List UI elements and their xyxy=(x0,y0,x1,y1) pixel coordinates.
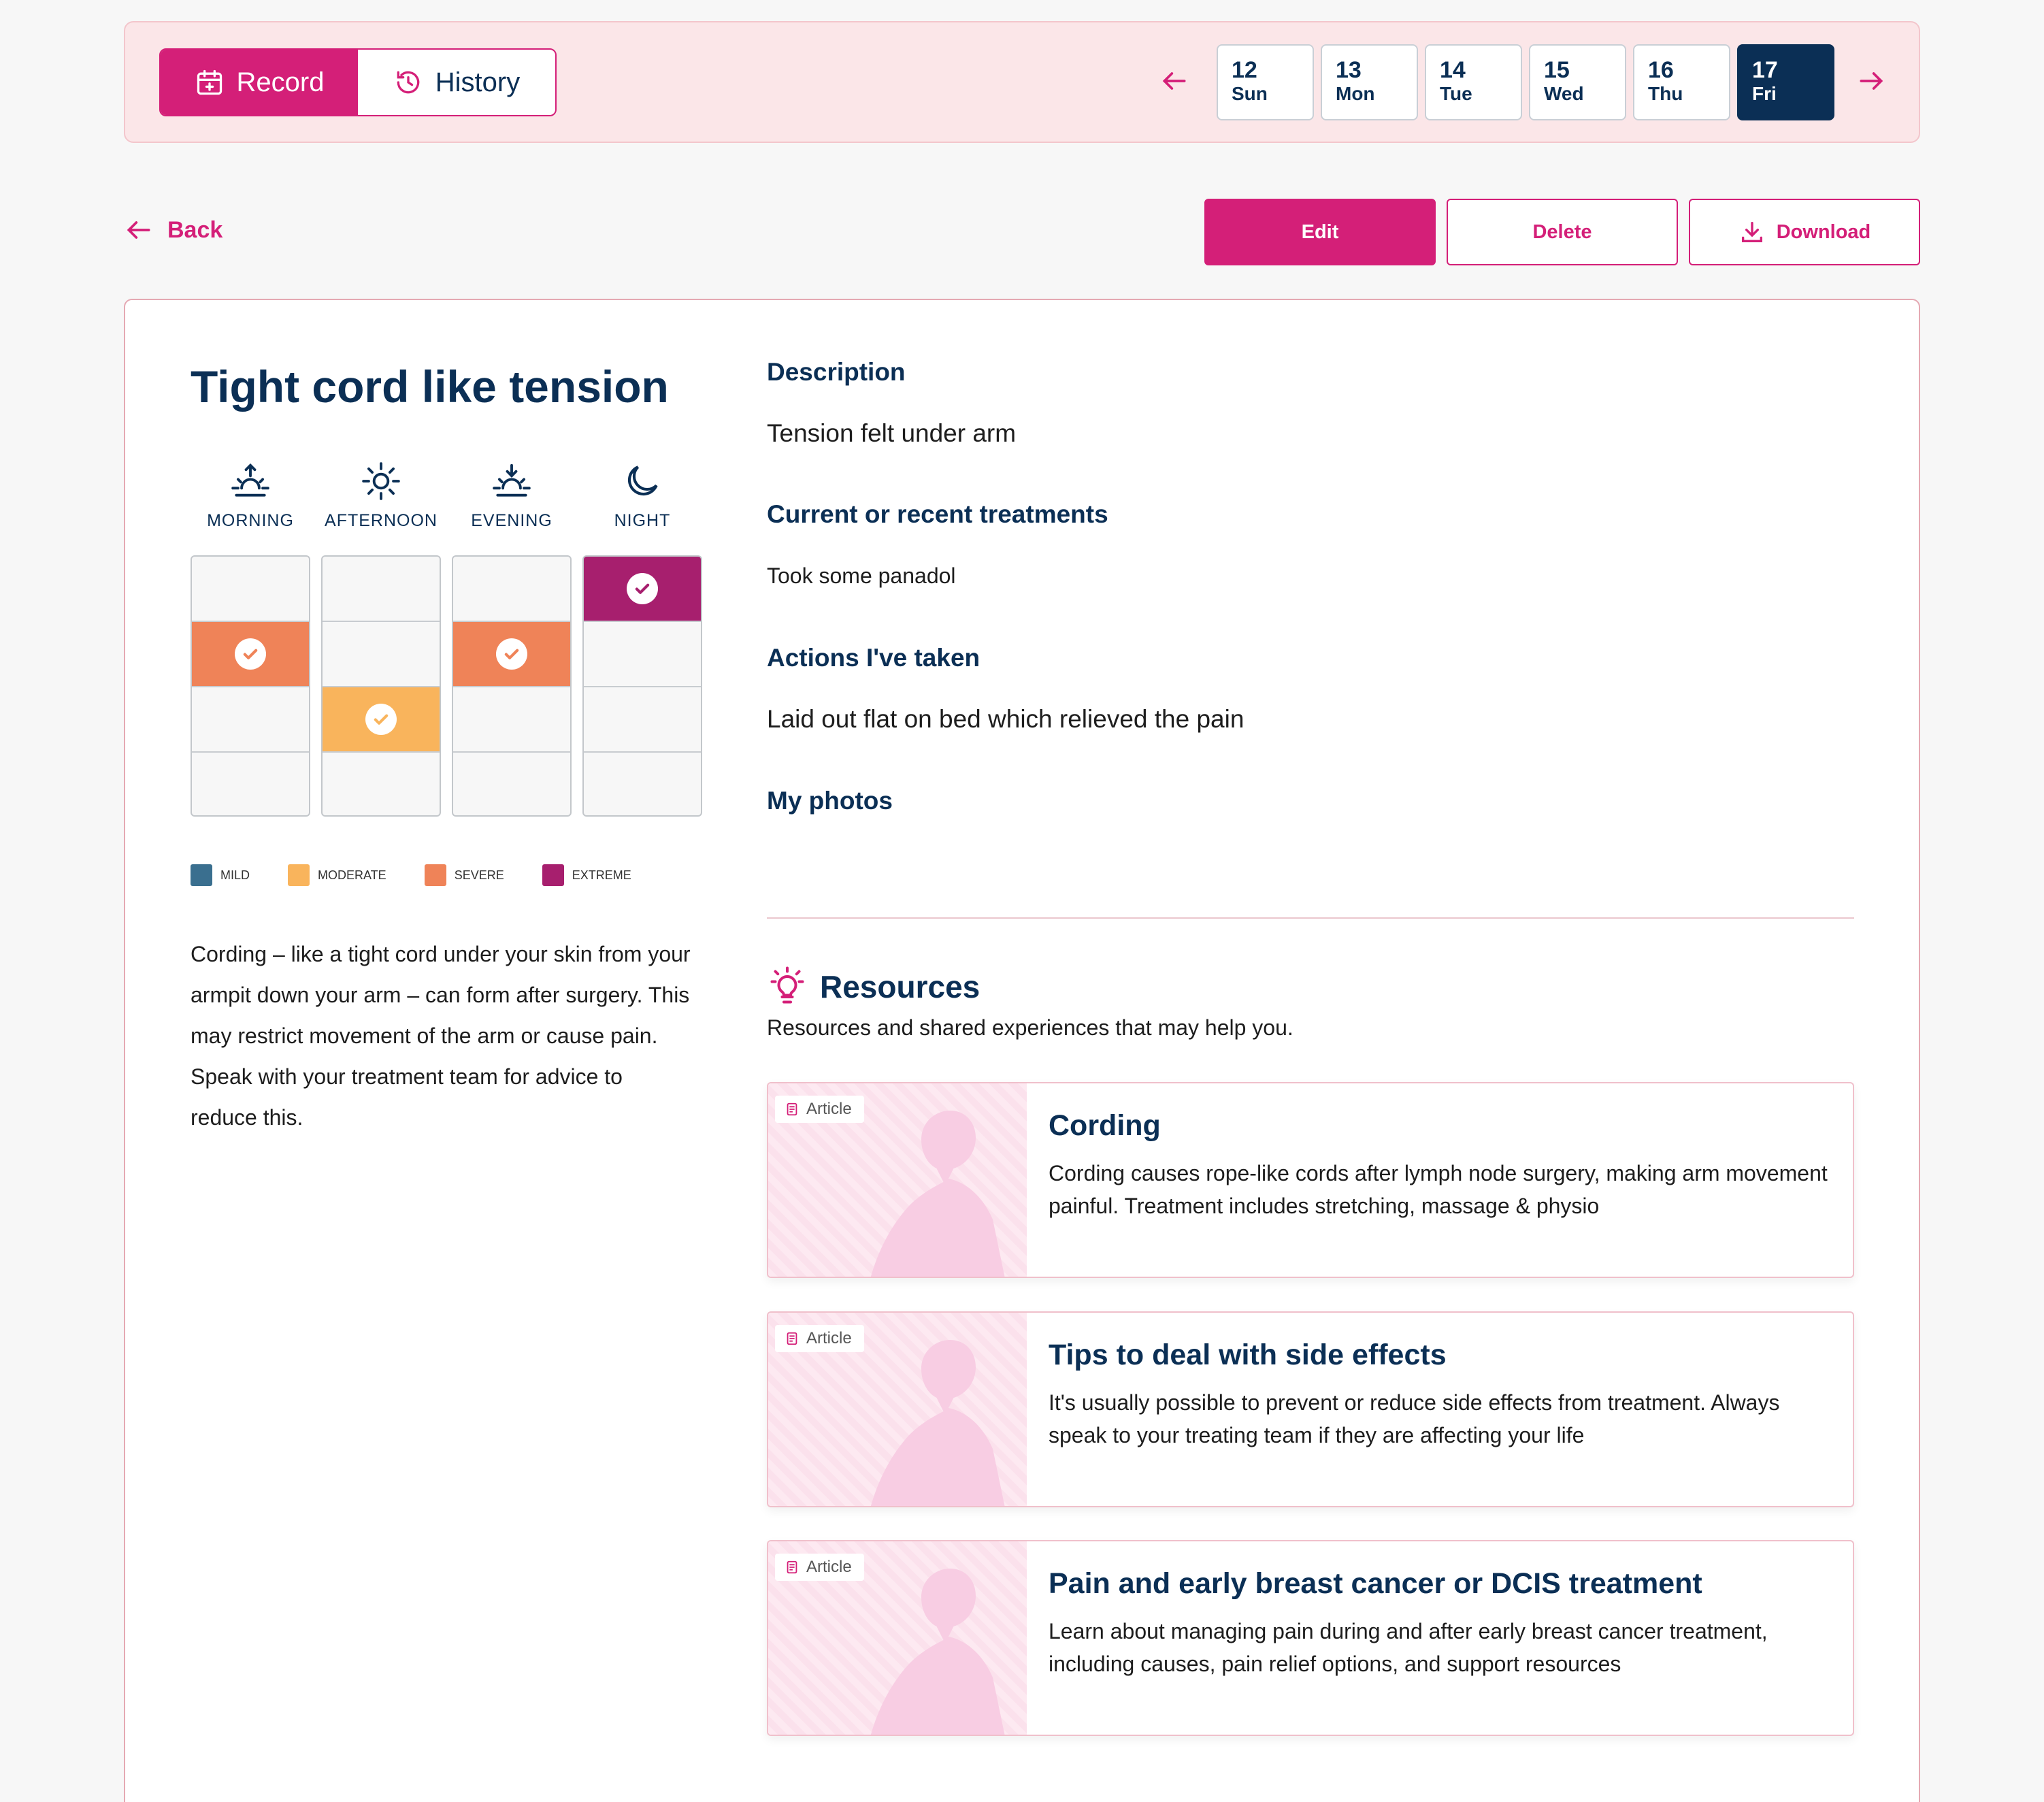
back-link[interactable] xyxy=(124,215,222,245)
day-button[interactable] xyxy=(1633,44,1730,120)
legend-label: EXTREME xyxy=(572,868,631,882)
day-button[interactable] xyxy=(1425,44,1522,120)
treatments-heading: Current or recent treatments xyxy=(767,500,1108,528)
severity-cell-severe-selected[interactable] xyxy=(192,622,309,687)
sunrise-icon xyxy=(229,460,271,502)
legend-swatch xyxy=(425,864,446,886)
severity-cell-mild[interactable] xyxy=(192,753,309,817)
article-tag-label: Article xyxy=(806,1329,852,1347)
legend-label: SEVERE xyxy=(454,868,504,882)
legend-label: MODERATE xyxy=(318,868,386,882)
download-icon xyxy=(1738,218,1766,246)
severity-cell-moderate-selected[interactable] xyxy=(323,687,440,753)
actions-text: Laid out flat on bed which relieved the pain xyxy=(767,705,1244,733)
resource-title: Cording xyxy=(1049,1109,1161,1142)
article-icon xyxy=(785,1331,800,1346)
severity-cell-severe[interactable] xyxy=(584,622,701,687)
resource-thumbnail xyxy=(768,1083,1027,1277)
day-weekday: Wed xyxy=(1544,83,1584,104)
record-tab[interactable] xyxy=(161,50,358,115)
severity-cell-mild[interactable] xyxy=(323,753,440,817)
record-tab-label: Record xyxy=(236,67,325,97)
symptom-title: Tight cord like tension xyxy=(191,361,669,412)
legend-item xyxy=(288,864,386,886)
description-text: Tension felt under arm xyxy=(767,419,1017,447)
article-tag-label: Article xyxy=(806,1100,852,1118)
photos-heading: My photos xyxy=(767,787,893,815)
resource-thumbnail xyxy=(768,1313,1027,1506)
day-weekday: Thu xyxy=(1648,83,1683,104)
check-icon xyxy=(627,573,658,604)
resource-card[interactable] xyxy=(767,1082,1854,1278)
severity-cell-mild[interactable] xyxy=(453,753,570,817)
resource-description: Cording causes rope-like cords after lymph node surgery, making arm movement painful. Treatment includes stretching, massage & physio xyxy=(1049,1161,1828,1218)
arrow-left-icon xyxy=(124,215,154,245)
history-tab[interactable] xyxy=(358,50,555,115)
legend-swatch xyxy=(191,864,212,886)
resource-title: Pain and early breast cancer or DCIS treatment xyxy=(1049,1567,1702,1600)
article-tag-label: Article xyxy=(806,1558,852,1576)
time-label: AFTERNOON xyxy=(325,511,438,530)
day-number: 17 xyxy=(1752,57,1778,83)
severity-cell-extreme[interactable] xyxy=(192,557,309,622)
time-morning xyxy=(191,460,310,531)
time-label: NIGHT xyxy=(614,511,671,530)
severity-cell-severe-selected[interactable] xyxy=(453,622,570,687)
day-weekday: Tue xyxy=(1440,83,1472,104)
day-button[interactable] xyxy=(1217,44,1314,120)
time-evening xyxy=(452,460,572,531)
day-number: 12 xyxy=(1232,57,1257,83)
description-heading: Description xyxy=(767,358,906,386)
legend-label: MILD xyxy=(220,868,250,882)
resources-heading: Resources xyxy=(820,969,980,1004)
treatments-text: Took some panadol xyxy=(767,563,956,588)
resources-header xyxy=(767,965,980,1009)
check-icon xyxy=(496,638,527,670)
day-selector xyxy=(1217,44,1834,120)
day-number: 16 xyxy=(1648,57,1674,83)
severity-legend xyxy=(191,864,670,886)
resource-description: It's usually possible to prevent or reduce side effects from treatment. Always speak to your treating team if they are affecting your life xyxy=(1049,1390,1780,1447)
time-label: EVENING xyxy=(471,511,553,530)
day-number: 13 xyxy=(1336,57,1362,83)
morning-severity-column xyxy=(191,555,310,817)
resource-title: Tips to deal with side effects xyxy=(1049,1339,1447,1371)
severity-cell-extreme[interactable] xyxy=(453,557,570,622)
article-tag xyxy=(775,1325,864,1352)
previous-day-arrow-icon[interactable] xyxy=(1155,62,1193,100)
section-divider xyxy=(767,917,1854,919)
delete-button[interactable]: Delete xyxy=(1447,199,1678,265)
download-button[interactable] xyxy=(1689,199,1920,265)
sunset-icon xyxy=(491,460,533,502)
afternoon-severity-column xyxy=(321,555,441,817)
view-toggle xyxy=(159,48,557,116)
legend-swatch xyxy=(288,864,310,886)
article-icon xyxy=(785,1560,800,1575)
resource-description: Learn about managing pain during and after early breast cancer treatment, including causes, pain relief options, and support resources xyxy=(1049,1619,1768,1676)
evening-severity-column xyxy=(452,555,572,817)
moon-icon xyxy=(621,460,663,502)
symptom-info-text: Cording – like a tight cord under your skin from your armpit down your arm – can form after surgery. This may restrict movement of the arm or cause pain. Speak with your treatment team for advice to reduce this. xyxy=(191,942,691,1130)
history-clock-icon xyxy=(393,67,423,97)
next-day-arrow-icon[interactable] xyxy=(1852,62,1890,100)
legend-item xyxy=(425,864,504,886)
resource-card[interactable] xyxy=(767,1540,1854,1736)
day-number: 15 xyxy=(1544,57,1570,83)
edit-button[interactable]: Edit xyxy=(1204,199,1436,265)
person-silhouette-icon xyxy=(870,1097,1027,1277)
actions-heading: Actions I've taken xyxy=(767,644,980,672)
legend-item xyxy=(191,864,250,886)
severity-cell-severe[interactable] xyxy=(323,622,440,687)
day-number: 14 xyxy=(1440,57,1466,83)
severity-cell-moderate[interactable] xyxy=(453,687,570,753)
resources-subheading: Resources and shared experiences that may help you. xyxy=(767,1015,1293,1040)
legend-swatch xyxy=(542,864,564,886)
severity-cell-mild[interactable] xyxy=(584,753,701,817)
calendar-plus-icon xyxy=(195,67,225,97)
sun-icon xyxy=(360,460,402,502)
legend-item xyxy=(542,864,631,886)
history-tab-label: History xyxy=(435,67,521,97)
resource-card[interactable] xyxy=(767,1311,1854,1507)
back-label: Back xyxy=(167,216,223,243)
day-button[interactable] xyxy=(1529,44,1626,120)
check-icon xyxy=(235,638,266,670)
time-night xyxy=(582,460,702,531)
day-weekday: Sun xyxy=(1232,83,1268,104)
person-silhouette-icon xyxy=(870,1555,1027,1735)
date-navigation-bar xyxy=(124,21,1920,143)
article-icon xyxy=(785,1102,800,1117)
time-afternoon xyxy=(321,460,441,531)
day-button-selected[interactable] xyxy=(1737,44,1834,120)
check-icon xyxy=(365,704,397,735)
severity-cell-moderate[interactable] xyxy=(584,687,701,753)
severity-cell-extreme[interactable] xyxy=(323,557,440,622)
article-tag xyxy=(775,1096,864,1123)
time-label: MORNING xyxy=(207,511,294,530)
severity-cell-moderate[interactable] xyxy=(192,687,309,753)
day-weekday: Mon xyxy=(1336,83,1375,104)
day-button[interactable] xyxy=(1321,44,1418,120)
download-label: Download xyxy=(1776,220,1871,243)
day-weekday: Fri xyxy=(1752,83,1777,104)
person-silhouette-icon xyxy=(870,1326,1027,1506)
resource-thumbnail xyxy=(768,1541,1027,1735)
lightbulb-icon xyxy=(767,965,808,1009)
article-tag xyxy=(775,1554,864,1581)
night-severity-column xyxy=(582,555,702,817)
severity-cell-extreme-selected[interactable] xyxy=(584,557,701,622)
